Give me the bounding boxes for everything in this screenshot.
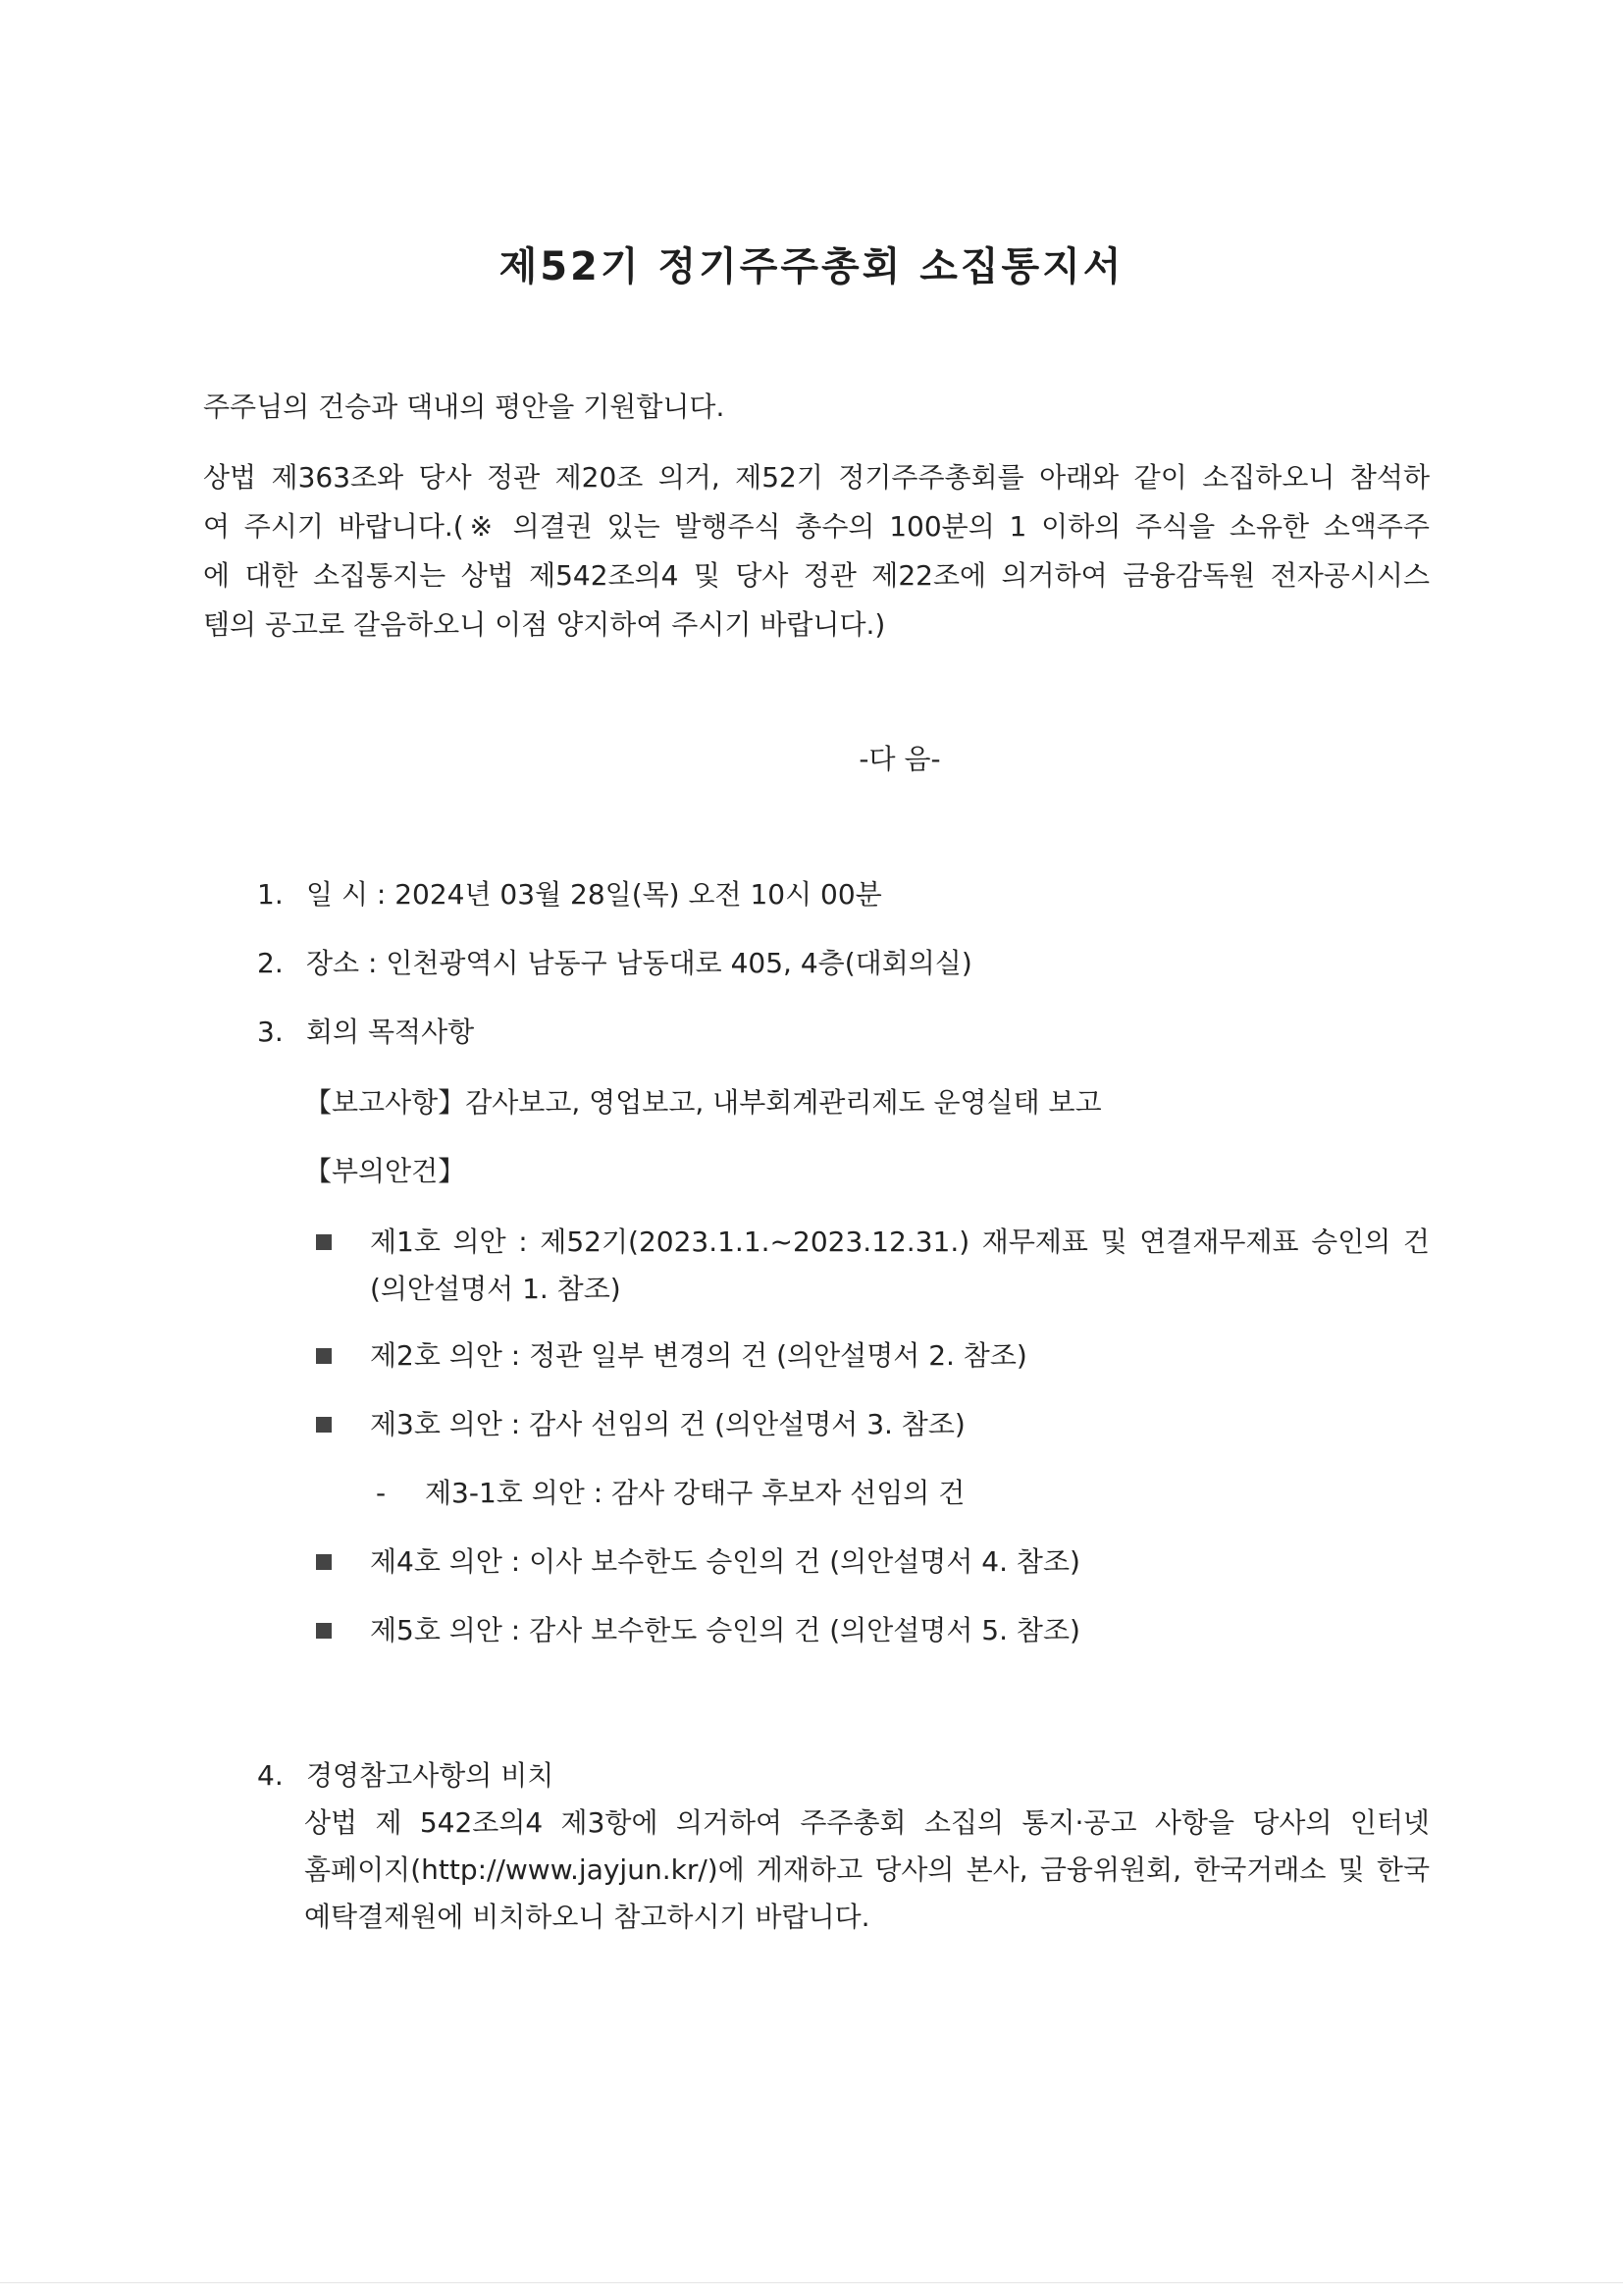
item-text: 장소 : 인천광역시 남동구 남동대로 405, 4층(대회의실) <box>306 947 972 979</box>
agenda-header: 【부의안건】 <box>304 1155 466 1187</box>
agenda-item-4 <box>316 1539 1430 1586</box>
intro-line: 템의 공고로 갈음하오니 이점 양지하여 주시기 바랍니다.) <box>203 608 886 641</box>
agenda-text: 제3호 의안 : 감사 선임의 건 (의안설명서 3. 참조) <box>370 1408 966 1440</box>
item-number: 1. <box>257 878 284 911</box>
item-date <box>257 873 882 916</box>
item-number: 2. <box>257 947 284 979</box>
dash-marker: - <box>376 1477 387 1509</box>
reference-line: 상법 제 542조의4 제3항에 의거하여 주주총회 소집의 통지·공고 사항을 당사의 인터넷 <box>304 1806 1430 1839</box>
sub-agenda-text: 제3-1호 의안 : 감사 강태구 후보자 선임의 건 <box>425 1477 966 1509</box>
item-reference <box>257 1754 553 1798</box>
intro-paragraph <box>203 453 1430 650</box>
agenda-text-continued: (의안설명서 1. 참조) <box>370 1273 621 1305</box>
agenda-text: 제4호 의안 : 이사 보수한도 승인의 건 (의안설명서 4. 참조) <box>370 1545 1080 1578</box>
bullet-square-icon <box>316 1417 332 1433</box>
item-text: 경영참고사항의 비치 <box>306 1759 554 1792</box>
greeting-text: 주주님의 건승과 댁내의 평안을 기원합니다. <box>203 391 725 423</box>
item-purpose <box>257 1011 474 1054</box>
item-number: 3. <box>257 1016 284 1048</box>
agenda-item-1 <box>316 1219 1430 1313</box>
agenda-item-2 <box>316 1332 1430 1380</box>
next-heading: -다 음- <box>859 743 941 775</box>
bullet-square-icon <box>316 1623 332 1639</box>
agenda-text: 제1호 의안 : 제52기(2023.1.1.~2023.12.31.) 재무제표 및 연결재무제표 승인의 건 <box>370 1226 1430 1258</box>
sub-agenda-item <box>376 1472 965 1515</box>
document-title: 제52기 정기주주총회 소집통지서 <box>498 244 1125 289</box>
reference-line: 예탁결제원에 비치하오니 참고하시기 바랍니다. <box>304 1901 870 1933</box>
reference-line: 홈페이지(http://www.jayjun.kr/)에 게재하고 당사의 본사, 금융위원회, 한국거래소 및 한국 <box>304 1853 1430 1886</box>
bullet-square-icon <box>316 1234 332 1250</box>
scan-edge-divider <box>0 2282 1623 2283</box>
report-items: 【보고사항】감사보고, 영업보고, 내부회계관리제도 운영실태 보고 <box>304 1086 1102 1119</box>
agenda-item-5 <box>316 1607 1430 1654</box>
item-text: 일 시 : 2024년 03월 28일(목) 오전 10시 00분 <box>306 878 882 911</box>
agenda-text: 제5호 의안 : 감사 보수한도 승인의 건 (의안설명서 5. 참조) <box>370 1614 1080 1646</box>
bullet-square-icon <box>316 1554 332 1570</box>
item-number: 4. <box>257 1759 284 1792</box>
agenda-item-3 <box>316 1401 1430 1448</box>
intro-line: 에 대한 소집통지는 상법 제542조의4 및 당사 정관 제22조에 의거하여 금융감독원 전자공시시스 <box>203 559 1430 592</box>
item-text: 회의 목적사항 <box>306 1016 475 1048</box>
intro-line: 상법 제363조와 당사 정관 제20조 의거, 제52기 정기주주총회를 아래와 같이 소집하오니 참석하 <box>203 461 1430 494</box>
agenda-text: 제2호 의안 : 정관 일부 변경의 건 (의안설명서 2. 참조) <box>370 1339 1027 1372</box>
reference-paragraph <box>304 1800 1430 1941</box>
item-place <box>257 942 972 985</box>
intro-line: 여 주시기 바랍니다.(※ 의결권 있는 발행주식 총수의 100분의 1 이하의 주식을 소유한 소액주주 <box>203 510 1430 543</box>
bullet-square-icon <box>316 1348 332 1364</box>
